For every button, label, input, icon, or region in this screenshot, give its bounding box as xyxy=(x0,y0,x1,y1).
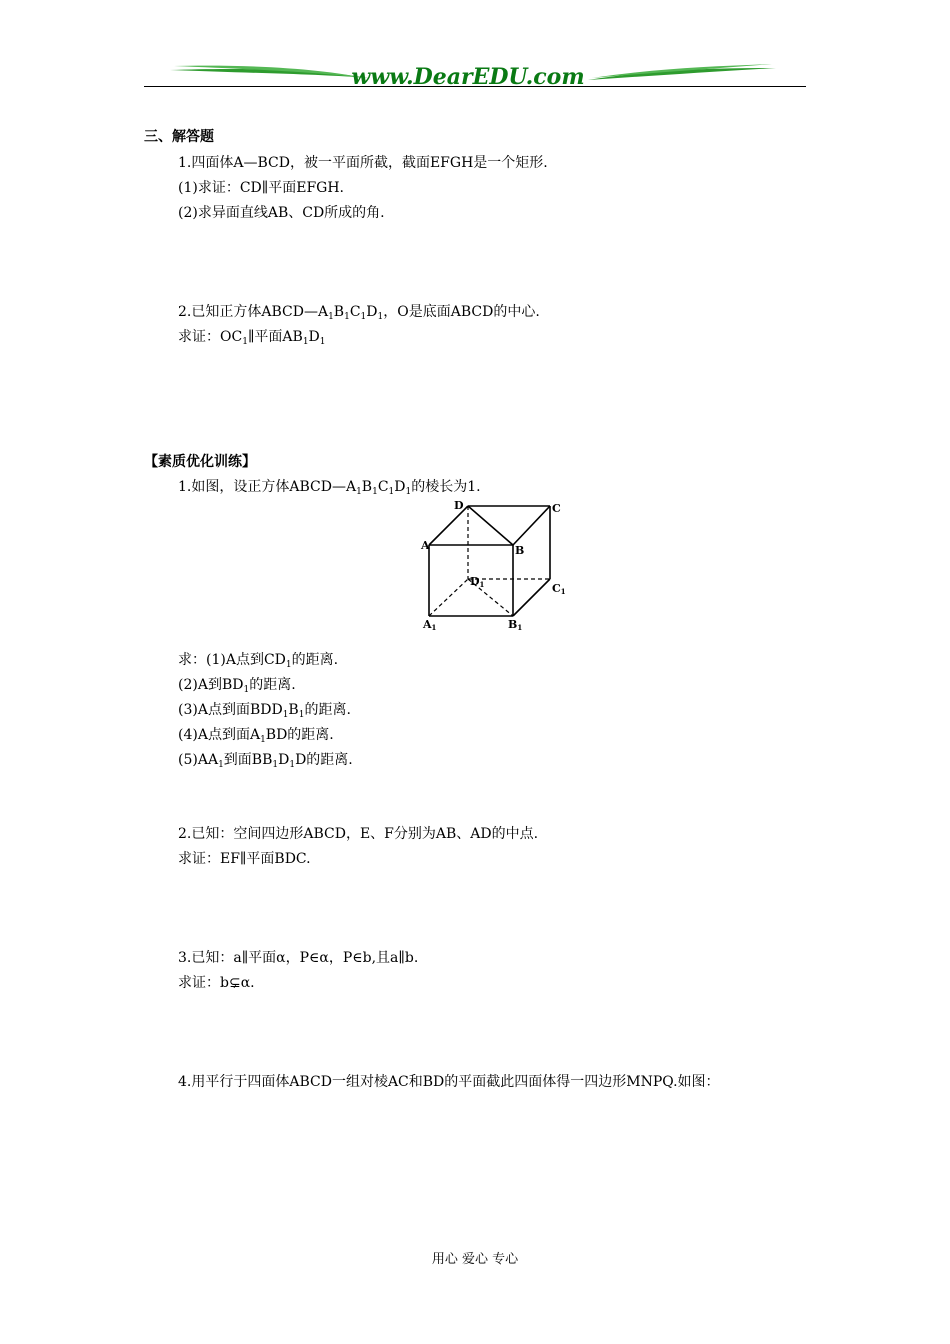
practice-2-stem: 2.已知：空间四边形ABCD，E、F分别为AB、AD的中点. xyxy=(178,826,539,842)
label-C: C xyxy=(552,502,561,515)
label-B: B xyxy=(515,544,525,557)
label-A: A xyxy=(421,539,430,552)
question-2-stem: 2.已知正方体$ABCD—A_1B_1C_1D_1$，O是底面ABCD的中心. xyxy=(178,304,540,322)
practice-title: 【素质优化训练】 xyxy=(144,454,256,470)
header-rule xyxy=(144,86,806,87)
question-1-part-2: (2)求异面直线AB、CD所成的角. xyxy=(178,205,385,221)
site-logo xyxy=(168,60,780,94)
label-D1: D1 xyxy=(470,575,485,589)
label-C1: C1 xyxy=(552,582,566,596)
label-A1: A1 xyxy=(423,618,437,632)
practice-2-proof: 求证：EF∥平面BDC. xyxy=(178,851,311,867)
question-1-part-1: (1)求证：CD∥平面EFGH. xyxy=(178,180,345,196)
page-footer: 用心 爱心 专心 xyxy=(431,1252,519,1267)
practice-1-req-3: (3)A点到面$BDD_1B_1$的距离. xyxy=(178,702,351,720)
logo-text: www.DearEDU.com xyxy=(351,64,585,90)
question-2-proof: 求证：$OC_1\parallel$平面$AB_1D_1$ xyxy=(178,329,326,347)
practice-1-req-2: (2)A到$BD_1$的距离. xyxy=(178,677,296,695)
section-title: 三、解答题 xyxy=(144,129,214,145)
practice-3-proof: 求证：b⊊α. xyxy=(178,975,255,991)
label-D: D xyxy=(454,499,464,512)
cube-figure xyxy=(418,496,570,634)
practice-1-req-4: (4)A点到面$A_1BD$的距离. xyxy=(178,727,334,745)
practice-1-req-1: 求：(1)A点到$CD_1$的距离. xyxy=(178,652,339,670)
question-1-stem: 1.四面体A—BCD，被一平面所截，截面EFGH是一个矩形. xyxy=(178,155,548,171)
practice-1-stem: 1.如图，设正方体$ABCD—A_1B_1C_1D_1$的棱长为1. xyxy=(178,479,481,497)
practice-4-stem: 4.用平行于四面体ABCD一组对棱AC和BD的平面截此四面体得一四边形MNPQ.如图： xyxy=(178,1074,720,1090)
label-B1: B1 xyxy=(508,618,523,632)
practice-1-req-5: $(5)AA_1$到面$BB_1D_1D$的距离. xyxy=(178,752,353,770)
practice-3-stem: 3.已知：a∥平面α，P∈α，P∈b,且a∥b. xyxy=(178,950,419,966)
